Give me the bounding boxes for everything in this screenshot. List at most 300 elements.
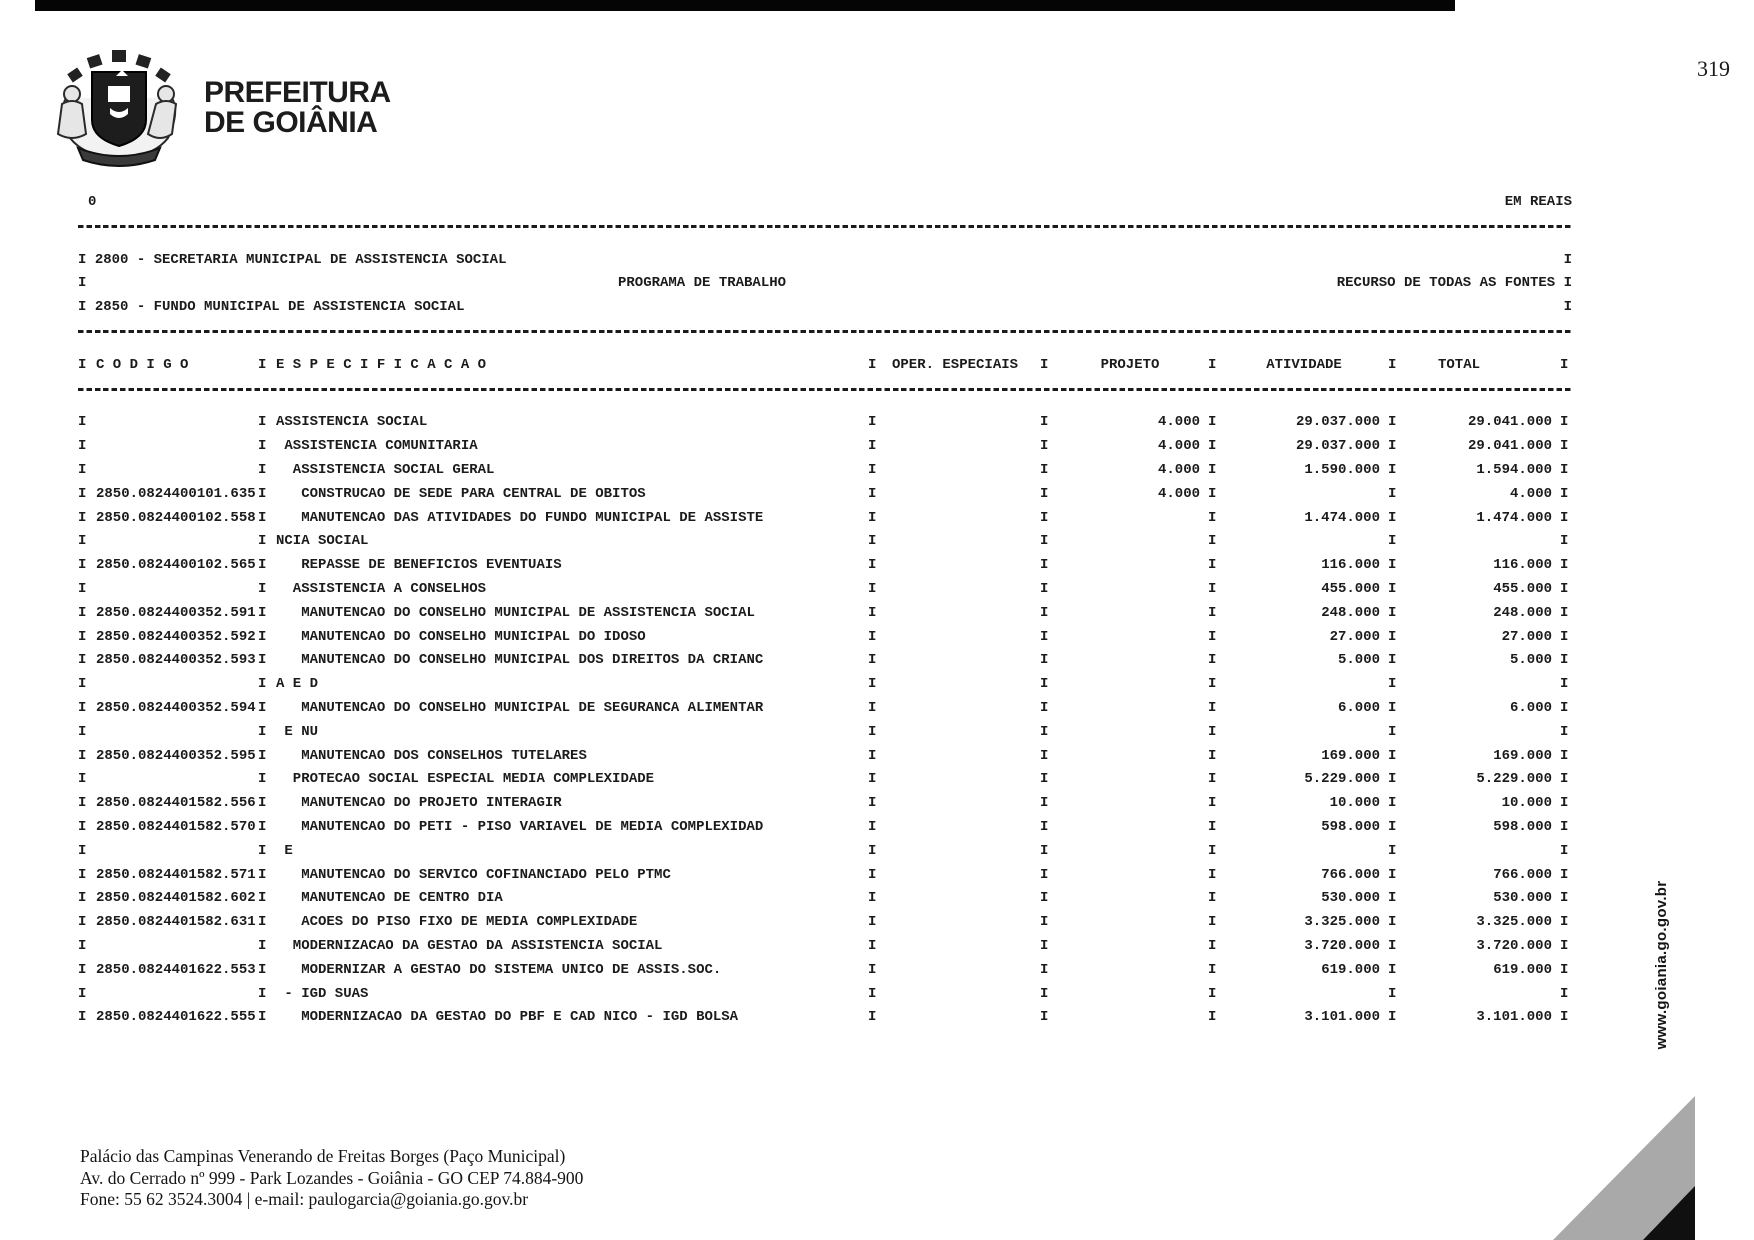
cell-code: 2850.0824400102.558 — [96, 509, 256, 526]
rule-char: I — [868, 533, 877, 550]
rule-char: I — [78, 557, 87, 574]
rule-char: I — [1040, 985, 1049, 1002]
cell-ativ — [1220, 530, 1388, 554]
report-row — [78, 483, 1572, 507]
rule-char: I — [1388, 890, 1397, 907]
report-row — [78, 554, 1572, 578]
rule-char: I — [1388, 1009, 1397, 1026]
cell-proj — [1052, 768, 1208, 792]
rule-char: I — [258, 961, 267, 978]
report-row — [78, 840, 1572, 864]
rule-char: I — [78, 699, 87, 716]
cell-code: 2850.0824401582.631 — [96, 914, 256, 931]
rule-char: I — [1208, 842, 1217, 859]
rule-char: I — [1388, 604, 1397, 621]
rule-char: I — [868, 961, 877, 978]
rule-char: I — [1560, 557, 1569, 574]
col-header-total: TOTAL — [1438, 356, 1481, 373]
rule-char: I — [1040, 866, 1049, 883]
rule-char: I — [1208, 628, 1217, 645]
rule-char: I — [258, 485, 267, 502]
col-header-projeto: PROJETO — [1100, 356, 1160, 373]
rule-char: I — [1040, 723, 1049, 740]
report-row — [78, 959, 1572, 983]
logo-line1: PREFEITURA — [204, 76, 391, 109]
cell-ativ: 1.474.000 — [1304, 509, 1380, 526]
rule-char: I — [1560, 604, 1569, 621]
rule-char: I — [1388, 747, 1397, 764]
rule-char: I — [258, 557, 267, 574]
cell-total: 5.000 — [1509, 652, 1552, 669]
rule-char: I — [258, 890, 267, 907]
rule-char: I — [78, 771, 87, 788]
rule-char: I — [78, 937, 87, 954]
cell-oper — [880, 745, 1040, 769]
cell-total: 1.594.000 — [1476, 461, 1552, 478]
rule-char: I — [1560, 985, 1569, 1002]
rule-char: I — [258, 461, 267, 478]
logo-wordmark — [204, 78, 391, 138]
rule-char: I — [1208, 676, 1217, 693]
rule-char: I — [1560, 914, 1569, 931]
rule-char: I — [78, 533, 87, 550]
cell-total: 530.000 — [1493, 890, 1552, 907]
rule-char: I — [1560, 485, 1569, 502]
cell-spec: ASSISTENCIA SOCIAL — [276, 414, 428, 431]
cell-oper — [880, 911, 1040, 935]
rule-char: I — [1040, 628, 1049, 645]
rule-char: I — [1560, 676, 1569, 693]
rule-char: I — [78, 747, 87, 764]
rule-char: I — [78, 961, 87, 978]
cell-spec: MODERNIZAR A GESTAO DO SISTEMA UNICO DE ASSIS.SOC. — [276, 961, 722, 978]
rule-char: I — [1388, 438, 1397, 455]
cell-code — [90, 768, 258, 792]
report-row — [78, 459, 1572, 483]
rule-char: I — [78, 914, 87, 931]
rule-char: I — [1040, 937, 1049, 954]
cell-total: 455.000 — [1493, 580, 1552, 597]
cell-oper — [880, 435, 1040, 459]
cell-oper — [880, 816, 1040, 840]
rule-char: I — [1040, 652, 1049, 669]
rule-char: I — [1388, 866, 1397, 883]
cell-code: 2850.0824400101.635 — [96, 485, 256, 502]
rule-char: I — [1040, 914, 1049, 931]
rule-char: I — [1563, 275, 1572, 292]
cell-spec: MANUTENCAO DAS ATIVIDADES DO FUNDO MUNICIPAL DE ASSISTE — [276, 509, 764, 526]
rule-char: I — [1208, 604, 1217, 621]
rule-char: I — [1388, 723, 1397, 740]
rule-char: I — [1388, 628, 1397, 645]
rule-char: I — [1040, 461, 1049, 478]
cell-ativ: 3.101.000 — [1304, 1009, 1380, 1026]
rule-char: I — [78, 866, 87, 883]
cell-spec: REPASSE DE BENEFICIOS EVENTUAIS — [276, 557, 562, 574]
report-row — [78, 602, 1572, 626]
cell-ativ: 598.000 — [1321, 818, 1380, 835]
rule-char: I — [78, 890, 87, 907]
cell-spec: ACOES DO PISO FIXO DE MEDIA COMPLEXIDADE — [276, 914, 638, 931]
cell-oper — [880, 983, 1040, 1007]
cell-oper — [880, 840, 1040, 864]
report-row — [78, 887, 1572, 911]
program-line — [78, 272, 1572, 296]
rule-char: I — [78, 299, 87, 316]
rule-char: I — [1560, 580, 1569, 597]
website-vertical-text: www.goiania.go.gov.br — [1653, 880, 1670, 1050]
report-row — [78, 745, 1572, 769]
rule-char: I — [78, 414, 87, 431]
rule-char: I — [1560, 842, 1569, 859]
cell-proj — [1052, 602, 1208, 626]
cell-total: 3.720.000 — [1476, 937, 1552, 954]
rule-char: I — [1560, 890, 1569, 907]
cell-oper — [880, 887, 1040, 911]
cell-proj — [1052, 673, 1208, 697]
report-row — [78, 578, 1572, 602]
rule-char: I — [1040, 771, 1049, 788]
rule-char: I — [1388, 818, 1397, 835]
rule-char: I — [1040, 747, 1049, 764]
page-marker: 0 — [88, 194, 97, 210]
rule-char: I — [78, 842, 87, 859]
cell-spec: MANUTENCAO DO PETI - PISO VARIAVEL DE MEDIA COMPLEXIDAD — [276, 818, 764, 835]
cell-proj — [1052, 864, 1208, 888]
cell-spec: MODERNIZACAO DA GESTAO DA ASSISTENCIA SOCIAL — [276, 937, 663, 954]
cell-spec: MANUTENCAO DO CONSELHO MUNICIPAL DE SEGURANCA ALIMENTAR — [276, 699, 764, 716]
rule-char: I — [868, 818, 877, 835]
rule-char: I — [1208, 509, 1217, 526]
cell-ativ: 29.037.000 — [1295, 438, 1380, 455]
separator — [78, 225, 1572, 249]
rule-char: I — [258, 723, 267, 740]
rule-char: I — [258, 414, 267, 431]
cell-oper — [880, 959, 1040, 983]
rule-char: I — [868, 723, 877, 740]
rule-char: I — [868, 985, 877, 1002]
rule-char: I — [1560, 509, 1569, 526]
rule-char: I — [1388, 914, 1397, 931]
cell-code: 2850.0824401582.571 — [96, 866, 256, 883]
rule-char: I — [1388, 771, 1397, 788]
rule-char: I — [78, 676, 87, 693]
cell-oper — [880, 697, 1040, 721]
rule-char: I — [258, 652, 267, 669]
cell-oper — [880, 935, 1040, 959]
cell-total: 10.000 — [1501, 795, 1552, 812]
rule-char: I — [258, 699, 267, 716]
rule-char: I — [258, 914, 267, 931]
cell-spec: MANUTENCAO DO CONSELHO MUNICIPAL DOS DIREITOS DA CRIANC — [276, 652, 764, 669]
rule-char: I — [1560, 438, 1569, 455]
rule-char: I — [1040, 699, 1049, 716]
cell-code — [90, 840, 258, 864]
prefeitura-logo — [52, 46, 391, 170]
cell-proj — [1052, 507, 1208, 531]
rule-char: I — [78, 723, 87, 740]
currency-note: EM REAIS — [1504, 194, 1572, 210]
cell-spec: E — [276, 842, 293, 859]
rule-char: I — [1208, 985, 1217, 1002]
report-row — [78, 768, 1572, 792]
rule-char: I — [1208, 723, 1217, 740]
cell-oper — [880, 459, 1040, 483]
rule-char: I — [1560, 961, 1569, 978]
cell-ativ: 455.000 — [1321, 580, 1380, 597]
cell-code — [90, 411, 258, 435]
cell-oper — [880, 507, 1040, 531]
report-row — [78, 697, 1572, 721]
cell-total: 598.000 — [1493, 818, 1552, 835]
rule-char: I — [1208, 557, 1217, 574]
cell-code: 2850.0824400352.593 — [96, 652, 256, 669]
rule-char: I — [868, 509, 877, 526]
cell-proj — [1052, 745, 1208, 769]
cell-total: 27.000 — [1501, 628, 1552, 645]
cell-proj — [1052, 983, 1208, 1007]
rule-char: I — [1388, 356, 1397, 373]
cell-ativ: 6.000 — [1337, 699, 1380, 716]
col-header-atividade: ATIVIDADE — [1266, 356, 1342, 373]
cell-ativ: 10.000 — [1329, 795, 1380, 812]
rule-char: I — [258, 985, 267, 1002]
report-row — [78, 983, 1572, 1007]
cell-code — [90, 721, 258, 745]
rule-char: I — [868, 580, 877, 597]
cell-code — [90, 673, 258, 697]
cell-spec: MODERNIZACAO DA GESTAO DO PBF E CAD NICO - IGD BOLSA — [276, 1009, 739, 1026]
rule-char: I — [868, 914, 877, 931]
col-header-especificacao: E S P E C I F I C A C A O — [276, 356, 487, 373]
cell-oper — [880, 530, 1040, 554]
cell-oper — [880, 864, 1040, 888]
rule-char: I — [258, 356, 267, 373]
report-row — [78, 435, 1572, 459]
cell-spec: CONSTRUCAO DE SEDE PARA CENTRAL DE OBITOS — [276, 485, 646, 502]
cell-proj — [1052, 530, 1208, 554]
rule-char: I — [1040, 438, 1049, 455]
cell-ativ: 3.325.000 — [1304, 914, 1380, 931]
cell-total: 766.000 — [1493, 866, 1552, 883]
rule-char: I — [258, 509, 267, 526]
cell-proj — [1052, 721, 1208, 745]
cell-oper — [880, 554, 1040, 578]
rule-char: I — [1208, 747, 1217, 764]
rule-char: I — [1560, 461, 1569, 478]
rule-char: I — [1040, 533, 1049, 550]
org-line — [78, 249, 1572, 273]
rule-char: I — [1208, 961, 1217, 978]
rule-char: I — [1560, 866, 1569, 883]
cell-spec: ASSISTENCIA SOCIAL GERAL — [276, 461, 495, 478]
report-row — [78, 626, 1572, 650]
cell-oper — [880, 768, 1040, 792]
rule-char: I — [78, 251, 87, 268]
footer-line3: Fone: 55 62 3524.3004 | e-mail: paulogarcia@goiania.go.gov.br — [80, 1189, 529, 1209]
cell-proj — [1052, 911, 1208, 935]
cell-ativ: 27.000 — [1329, 628, 1380, 645]
rule-char: I — [1388, 533, 1397, 550]
report-row — [78, 721, 1572, 745]
report-row — [78, 911, 1572, 935]
rule-char: I — [1388, 509, 1397, 526]
cell-oper — [880, 1006, 1040, 1030]
cell-code — [90, 459, 258, 483]
cell-total — [1400, 673, 1560, 697]
cell-total — [1400, 721, 1560, 745]
cell-code: 2850.0824400102.565 — [96, 557, 256, 574]
unit-title: 2850 - FUNDO MUNICIPAL DE ASSISTENCIA SOCIAL — [94, 299, 465, 316]
rule-char: I — [258, 866, 267, 883]
rule-char: I — [258, 533, 267, 550]
page-number: 319 — [1697, 56, 1730, 81]
logo-line2: DE GOIÂNIA — [204, 106, 378, 139]
city-crest-logo — [52, 46, 186, 170]
rule-char: I — [1208, 1009, 1217, 1026]
rule-char: I — [1560, 795, 1569, 812]
report-row — [78, 530, 1572, 554]
cell-oper — [880, 626, 1040, 650]
cell-spec: - IGD SUAS — [276, 985, 369, 1002]
rule-char: I — [868, 438, 877, 455]
rule-char: I — [1560, 818, 1569, 835]
rule-char: I — [1208, 356, 1217, 373]
cell-total — [1400, 530, 1560, 554]
rule-char: I — [1563, 299, 1572, 316]
rule-char: I — [1560, 356, 1569, 373]
rule-char: I — [78, 1009, 87, 1026]
report-title: PROGRAMA DE TRABALHO — [618, 275, 787, 292]
rule-char: I — [1208, 485, 1217, 502]
rule-char: I — [1560, 699, 1569, 716]
footer-line2: Av. do Cerrado nº 999 - Park Lozandes - Goiânia - GO CEP 74.884-900 — [80, 1167, 584, 1188]
cell-spec: MANUTENCAO DO CONSELHO MUNICIPAL DO IDOSO — [276, 628, 646, 645]
cell-proj: 4.000 — [1157, 485, 1200, 502]
rule-char: I — [258, 747, 267, 764]
cell-ativ: 619.000 — [1321, 961, 1380, 978]
cell-spec: MANUTENCAO DO SERVICO COFINANCIADO PELO PTMC — [276, 866, 671, 883]
rule-char: I — [868, 485, 877, 502]
rule-char: I — [868, 461, 877, 478]
rule-char: I — [78, 818, 87, 835]
rule-char: I — [1208, 818, 1217, 835]
source-note: RECURSO DE TODAS AS FONTES — [1336, 275, 1556, 292]
cell-code: 2850.0824400352.595 — [96, 747, 256, 764]
rule-char: I — [1208, 438, 1217, 455]
cell-ativ: 530.000 — [1321, 890, 1380, 907]
rule-char: I — [258, 937, 267, 954]
rule-char: I — [258, 438, 267, 455]
rule-char: I — [868, 771, 877, 788]
cell-ativ: 169.000 — [1321, 747, 1380, 764]
rule-char: I — [868, 628, 877, 645]
separator — [78, 330, 1572, 354]
cell-total: 4.000 — [1509, 485, 1552, 502]
org-title: 2800 - SECRETARIA MUNICIPAL DE ASSISTENCIA SOCIAL — [94, 251, 507, 268]
cell-ativ — [1220, 840, 1388, 864]
rule-char: I — [1388, 842, 1397, 859]
cell-proj — [1052, 649, 1208, 673]
page-footer — [80, 1146, 583, 1211]
cell-total — [1400, 983, 1560, 1007]
cell-oper — [880, 578, 1040, 602]
cell-oper — [880, 602, 1040, 626]
cell-spec: ASSISTENCIA A CONSELHOS — [276, 580, 487, 597]
rule-char: I — [868, 356, 877, 373]
rule-char: I — [1208, 699, 1217, 716]
rule-char: I — [78, 604, 87, 621]
rule-char: I — [1040, 818, 1049, 835]
rule-char: I — [1040, 795, 1049, 812]
report-row — [78, 1006, 1572, 1030]
rule-char: I — [1208, 580, 1217, 597]
rule-char: I — [78, 461, 87, 478]
cell-proj — [1052, 840, 1208, 864]
cell-spec: A E D — [276, 676, 319, 693]
cell-proj — [1052, 792, 1208, 816]
cell-ativ: 29.037.000 — [1295, 414, 1380, 431]
rule-char: I — [258, 795, 267, 812]
cell-total: 169.000 — [1493, 747, 1552, 764]
rule-char: I — [78, 438, 87, 455]
cell-oper — [880, 721, 1040, 745]
rule-char: I — [1388, 985, 1397, 1002]
cell-total — [1400, 840, 1560, 864]
rule-char: I — [78, 628, 87, 645]
rule-char: I — [258, 1009, 267, 1026]
cell-ativ: 116.000 — [1321, 557, 1380, 574]
report-row — [78, 507, 1572, 531]
rule-char: I — [868, 1009, 877, 1026]
rule-char: I — [1040, 842, 1049, 859]
rule-char: I — [78, 275, 87, 292]
cell-code — [90, 983, 258, 1007]
rule-char: I — [1563, 251, 1572, 268]
rule-char: I — [1208, 414, 1217, 431]
scan-edge-bar — [35, 0, 1455, 11]
cell-code — [90, 530, 258, 554]
cell-ativ — [1220, 673, 1388, 697]
cell-code: 2850.0824401622.553 — [96, 961, 256, 978]
cell-proj — [1052, 887, 1208, 911]
cell-ativ: 248.000 — [1321, 604, 1380, 621]
rule-char: I — [258, 580, 267, 597]
rule-char: I — [1388, 580, 1397, 597]
cell-oper — [880, 649, 1040, 673]
rule-char: I — [1560, 937, 1569, 954]
rule-char: I — [1040, 414, 1049, 431]
cell-total: 3.101.000 — [1476, 1009, 1552, 1026]
budget-report — [78, 191, 1572, 1030]
rule-char: I — [1040, 604, 1049, 621]
rule-char: I — [78, 356, 87, 373]
cell-total: 29.041.000 — [1467, 414, 1552, 431]
rule-char: I — [1388, 699, 1397, 716]
rule-char: I — [1560, 723, 1569, 740]
cell-ativ: 1.590.000 — [1304, 461, 1380, 478]
rule-char: I — [1560, 771, 1569, 788]
report-row — [78, 864, 1572, 888]
cell-oper — [880, 673, 1040, 697]
cell-total: 248.000 — [1493, 604, 1552, 621]
rule-char: I — [1208, 771, 1217, 788]
cell-code: 2850.0824400352.592 — [96, 628, 256, 645]
rule-char: I — [1208, 937, 1217, 954]
cell-ativ: 5.229.000 — [1304, 771, 1380, 788]
cell-oper — [880, 792, 1040, 816]
report-meta-line — [78, 191, 1572, 215]
